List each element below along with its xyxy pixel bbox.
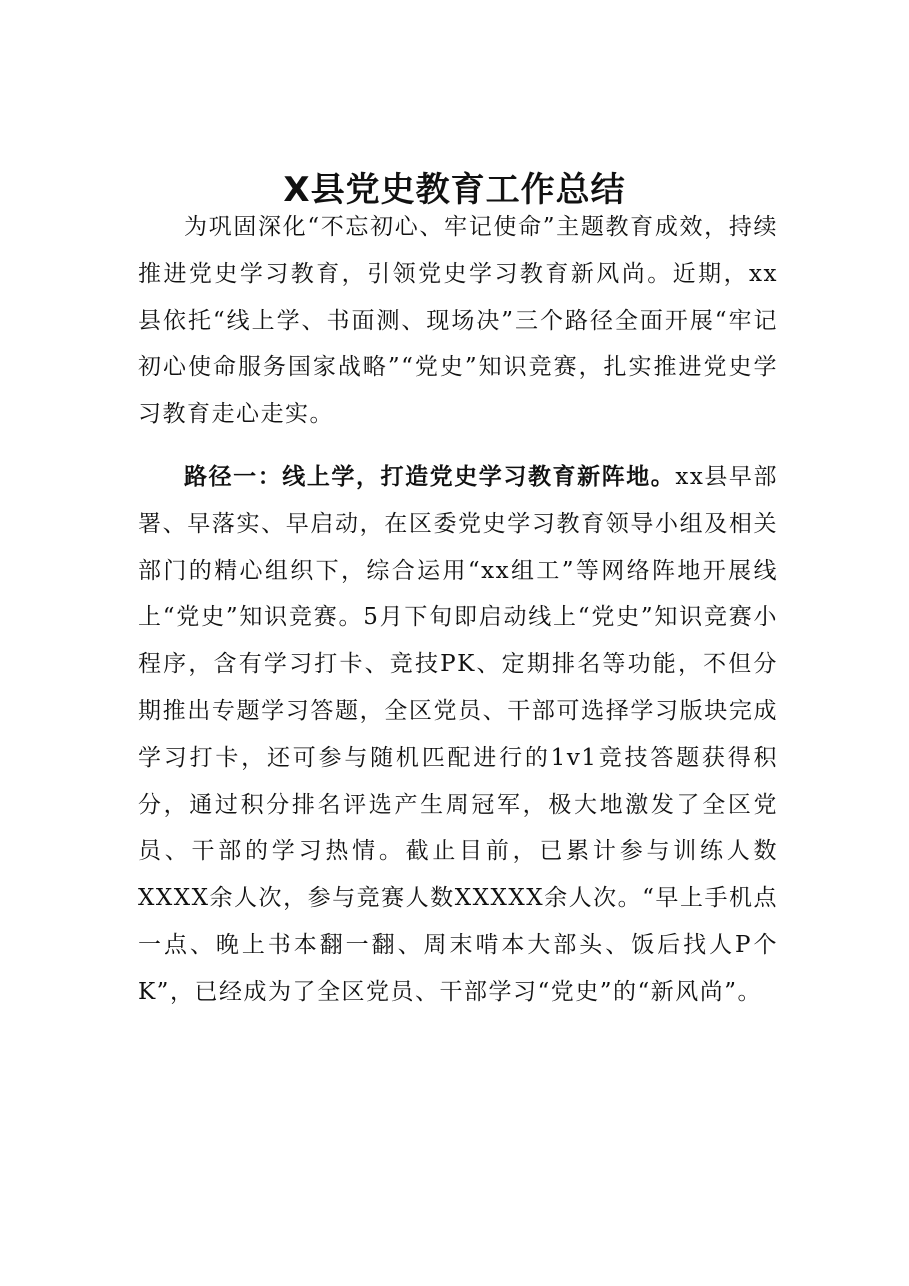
paragraph-intro: [138, 204, 778, 438]
document-title: X县党史教育工作总结: [283, 169, 626, 210]
paragraph-intro-text: 为巩固深化“不忘初心、牢记使命”主题教育成效，持续推进党史学习教育，引领党史学习教育新风尚。近期，xx县依托“线上学、书面测、现场决”三个路径全面开展“牢记初心使命服务国家战略”“党史”知识竞赛，扎实推进党史学习教育走心走实。: [138, 214, 778, 428]
paragraph-path-one: [138, 454, 778, 1016]
paragraph-path-one-text: xx县早部署、早落实、早启动，在区委党史学习教育领导小组及相关部门的精心组织下，综合运用“xx组工”等网络阵地开展线上“党史”知识竞赛。5月下旬即启动线上“党史”知识竞赛小程序，含有学习打卡、竞技PK、定期排名等功能，不但分期推出专题学习答题，全区党员、干部可选择学习版块完成学习打卡，还可参与随机匹配进行的1v1竞技答题获得积分，通过积分排名评选产生周冠军，极大地激发了全区党员、干部的学习热情。截止目前，已累计参与训练人数XXXX余人次，参与竞赛人数XXXXX余人次。“早上手机点一点、晚上书本翻一翻、周末啃本大部头、饭后找人P个K”，已经成为了全区党员、干部学习“党史”的“新风尚”。: [138, 464, 779, 1005]
paragraph-path-one-heading: 路径一：线上学，打造党史学习教育新阵地。: [184, 464, 676, 490]
